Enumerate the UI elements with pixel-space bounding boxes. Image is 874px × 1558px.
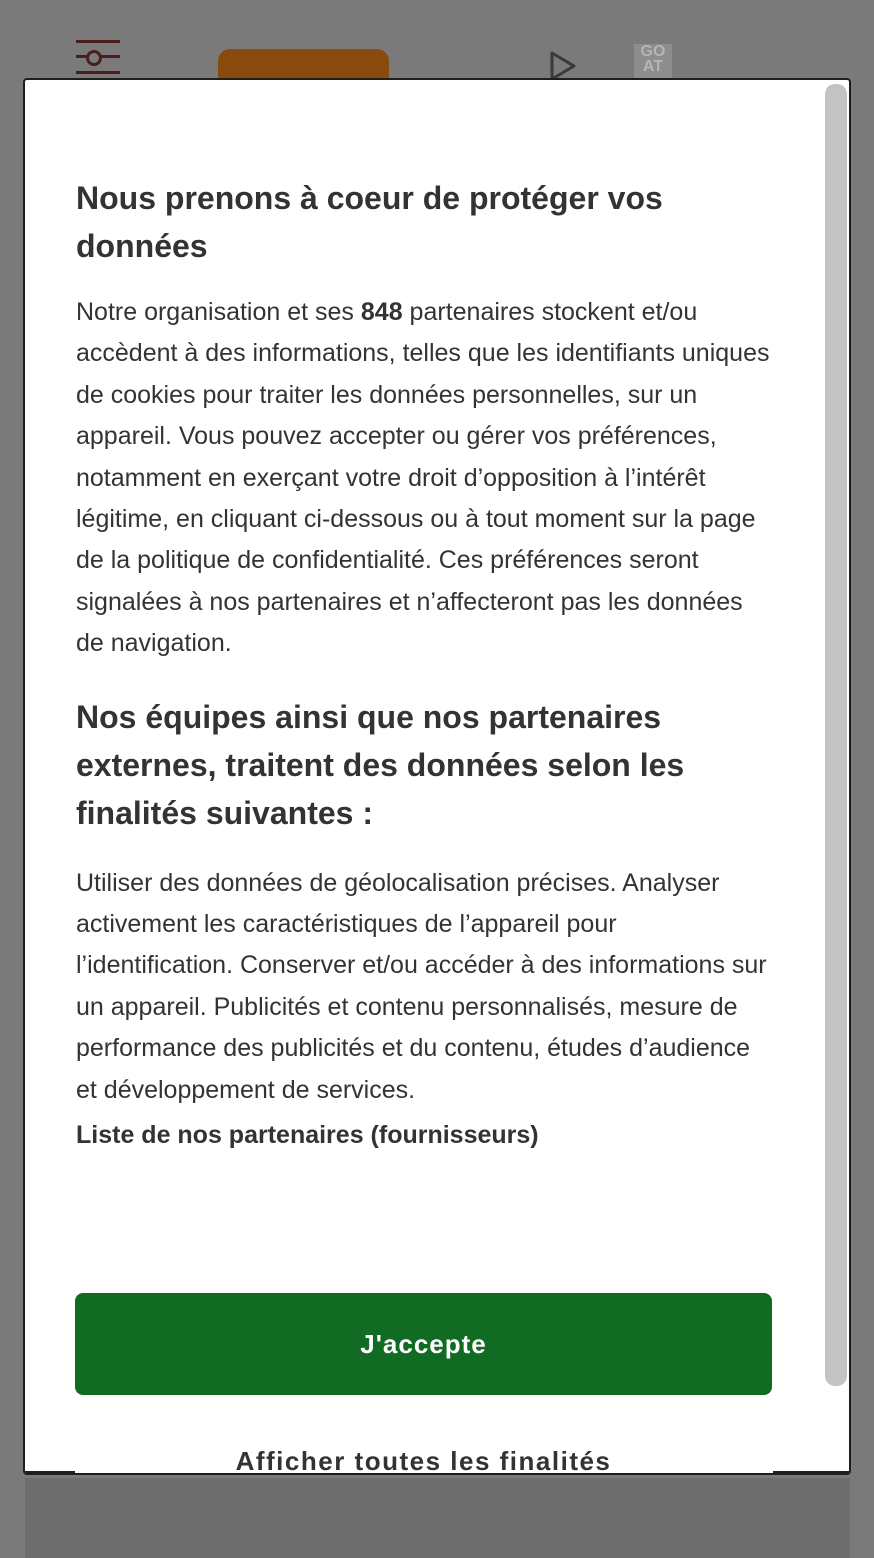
bottom-border-right xyxy=(773,1471,851,1473)
background-content-card xyxy=(25,1478,850,1558)
partners-list-link[interactable]: Liste de nos partenaires (fournisseurs) xyxy=(76,1121,539,1150)
dialog-content xyxy=(76,174,776,1151)
menu-sliders-icon[interactable] xyxy=(76,38,120,78)
dialog-intro-text xyxy=(76,292,776,665)
show-all-purposes-button[interactable]: Afficher toutes les finalités xyxy=(235,1446,612,1475)
site-logo: GO AT xyxy=(634,44,672,80)
purposes-text: Utiliser des données de géolocalisation précises. Analyser activement les caractéristiques de l’appareil pour l’identification. Conserver et/ou accéder à des informations sur un appareil. Publicités et contenu personnalisés, mesure de performance des publicités et du contenu, études d’audience et développement de services. xyxy=(76,868,767,1104)
accept-button[interactable]: J'accepte xyxy=(75,1293,772,1395)
purposes-heading: Nos équipes ainsi que nos partenaires externes, traitent des données selon les finalités suivantes : xyxy=(76,698,685,831)
partner-count: 848 xyxy=(360,298,403,326)
consent-dialog xyxy=(23,78,851,1475)
dialog-title: Nous prenons à coeur de protéger vos données xyxy=(76,180,663,264)
background-header xyxy=(0,0,874,80)
bottom-border-left xyxy=(25,1471,75,1473)
dialog-scrollbar[interactable] xyxy=(825,84,847,1386)
intro-text-start: Notre organisation et ses xyxy=(76,298,361,326)
intro-text-end: partenaires stockent et/ou accèdent à des informations, telles que les identifiants uniques de cookies pour traiter les données personnelles, sur un appareil. Vous pouvez accepter ou gérer vos préférences, notamment en exerçant votre droit d’opposition à l’intérêt légitime, en cliquant ci-dessous ou à tout moment sur la page de la politique de confidentialité. Ces préférences seront signalées à nos partenaires et n’affecteront pas les données de navigation. xyxy=(76,298,770,658)
